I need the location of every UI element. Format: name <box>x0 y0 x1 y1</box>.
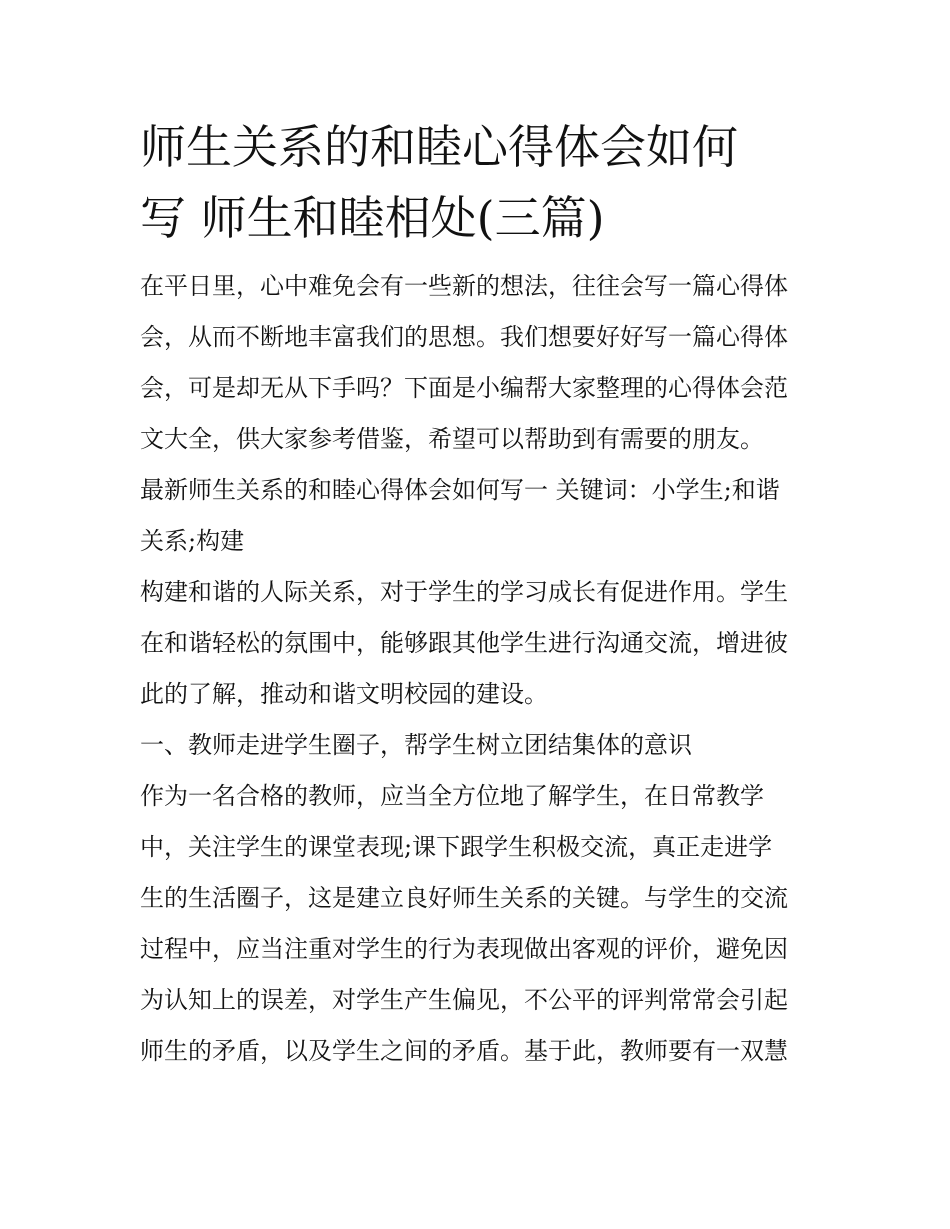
body-line: 为认知上的误差，对学生产生偏见，不公平的评判常常会引起 <box>140 986 788 1014</box>
body-line: 在平日里，心中难免会有一些新的想法，往往会写一篇心得体 <box>140 272 788 300</box>
title-line-2: 写 师生和睦相处(三篇) <box>140 191 605 245</box>
body-line: 中，关注学生的课堂表现;课下跟学生积极交流，真正走进学 <box>140 833 773 861</box>
body-line: 最新师生关系的和睦心得体会如何写一 关键词：小学生;和谐 <box>140 476 780 504</box>
body-line: 此的了解，推动和谐文明校园的建设。 <box>140 680 548 708</box>
section-heading: 一、教师走进学生圈子，帮学生树立团结集体的意识 <box>140 731 692 759</box>
body-line: 关系;构建 <box>140 527 245 555</box>
body-line: 生的生活圈子，这是建立良好师生关系的关键。与学生的交流 <box>140 884 788 912</box>
document-body <box>140 261 812 1077</box>
title-line-1: 师生关系的和睦心得体会如何 <box>140 120 738 174</box>
body-line: 构建和谐的人际关系，对于学生的学习成长有促进作用。学生 <box>140 578 788 606</box>
body-line: 文大全，供大家参考借鉴，希望可以帮助到有需要的朋友。 <box>140 425 764 453</box>
body-line: 会，从而不断地丰富我们的思想。我们想要好好写一篇心得体 <box>140 323 788 351</box>
document-page <box>140 112 812 1077</box>
body-line: 作为一名合格的教师，应当全方位地了解学生，在日常教学 <box>140 782 764 810</box>
body-line: 会，可是却无从下手吗？下面是小编帮大家整理的心得体会范 <box>140 374 788 402</box>
document-title <box>140 112 812 254</box>
body-line: 师生的矛盾，以及学生之间的矛盾。基于此，教师要有一双慧 <box>140 1037 788 1065</box>
body-line: 过程中，应当注重对学生的行为表现做出客观的评价，避免因 <box>140 935 788 963</box>
body-line: 在和谐轻松的氛围中，能够跟其他学生进行沟通交流，增进彼 <box>140 629 788 657</box>
